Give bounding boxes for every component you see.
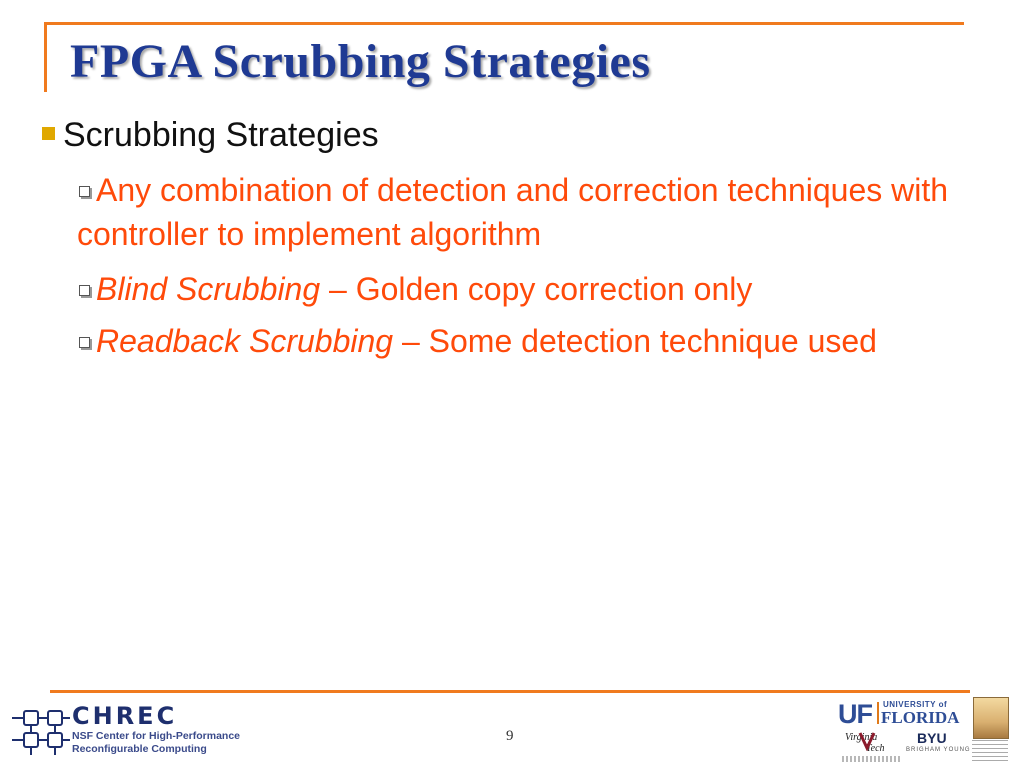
main-bullet (42, 116, 379, 155)
footer-rule (50, 690, 970, 693)
byu-logo: BYU (917, 730, 947, 746)
vt-logo-line2: Tech (866, 743, 885, 754)
gw-portrait-icon (973, 697, 1009, 739)
checkbox-bullet-icon (79, 285, 90, 296)
chrec-tagline-2: Reconfigurable Computing (72, 743, 207, 755)
byu-logo-sub: BRIGHAM YOUNG (906, 747, 971, 753)
gw-logo-fineprint (972, 740, 1008, 762)
sub-bullet-3 (77, 319, 977, 363)
header-rule-top (44, 22, 964, 25)
header-rule-left (44, 22, 47, 92)
sub-bullet-2-text: – Golden copy correction only (320, 271, 753, 307)
chrec-wordmark: CHREC (72, 702, 178, 730)
main-bullet-text: Scrubbing Strategies (63, 116, 379, 154)
chrec-tagline-1: NSF Center for High-Performance (72, 730, 241, 742)
uf-logo-university: UNIVERSITY of (883, 700, 948, 709)
sub-bullet-2-lead: Blind Scrubbing (96, 271, 321, 307)
sub-bullet-1-text: Any combination of detection and correction techniques with controller to implement algorithm (77, 172, 949, 252)
uf-logo-divider (877, 702, 879, 724)
uf-logo-mark: UF (838, 699, 872, 729)
page-number: 9 (506, 728, 514, 744)
vt-logo-icon (858, 731, 876, 751)
sub-bullet-3-text: – Some detection technique used (393, 323, 877, 359)
checkbox-bullet-icon (79, 337, 90, 348)
sub-bullet-1 (77, 168, 977, 256)
vt-logo-line1: Virginia (845, 732, 878, 743)
uf-logo-florida: FLORIDA (881, 708, 960, 727)
sub-bullet-3-lead: Readback Scrubbing (96, 323, 394, 359)
vt-logo-fineprint (842, 756, 902, 762)
square-bullet-icon (42, 127, 55, 140)
sub-bullet-2 (77, 267, 977, 311)
checkbox-bullet-icon (79, 186, 90, 197)
slide-title: FPGA Scrubbing Strategies (70, 35, 651, 88)
